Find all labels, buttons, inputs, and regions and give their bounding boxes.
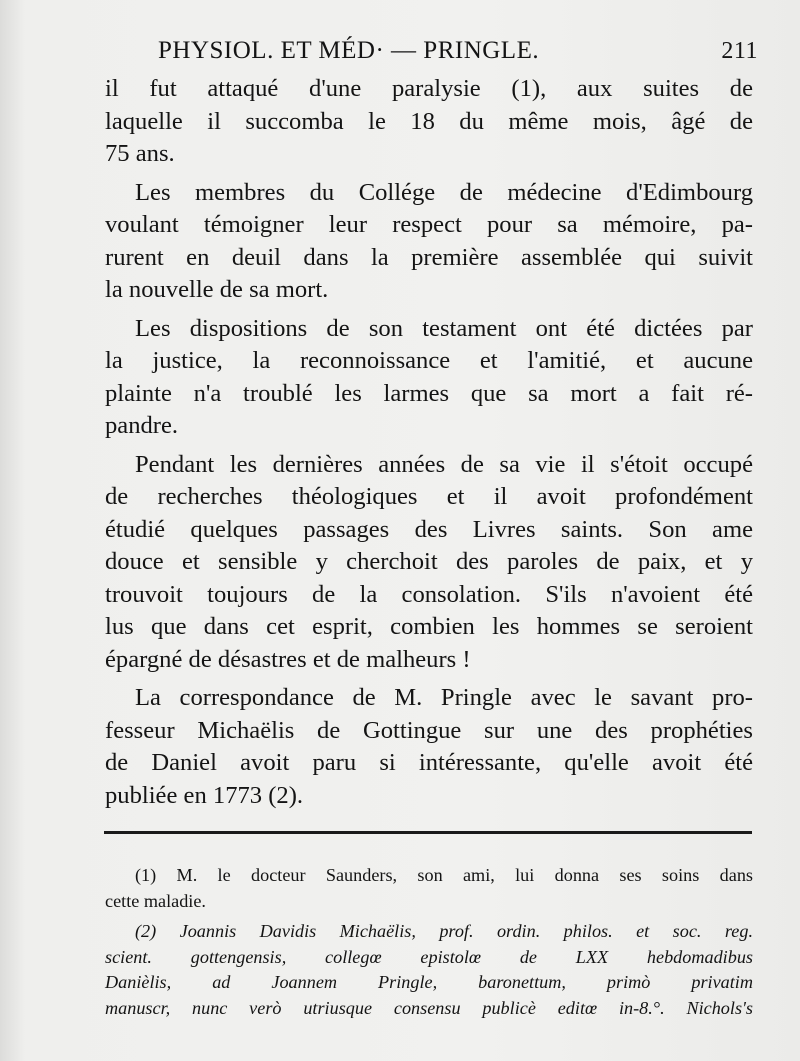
text-line: lus que dans cet esprit, combien les hommes se seroient — [105, 613, 753, 640]
text-line: il fut attaqué d'une paralysie (1), aux suites de — [105, 75, 753, 102]
footnote-line: cette maladie. — [105, 890, 206, 911]
text-line: plainte n'a troublé les larmes que sa mort a fait ré- — [105, 379, 753, 407]
text-line: la nouvelle de sa mort. — [105, 276, 329, 303]
text-line: 75 ans. — [105, 140, 175, 167]
text-line: la justice, la reconnoissance et l'amitié, et aucune — [105, 347, 753, 374]
paragraph — [105, 449, 753, 677]
text-line: laquelle il succomba le 18 du même mois, âgé de — [105, 107, 753, 135]
footnote-line: scient. gottengensis, collegœ epistolœ de LXX hebdomadibus — [105, 946, 753, 967]
paragraph — [105, 177, 753, 307]
text-line: rurent en deuil dans la première assemblée qui suivit — [105, 243, 753, 271]
main-text — [105, 73, 753, 812]
footnote-line: manuscr, nunc verò utriusque consensu publicè editœ in-8.°. Nichols's — [105, 997, 753, 1018]
text-line: pandre. — [105, 412, 179, 439]
running-title: PHYSIOL. ET MÉD· — PRINGLE. — [158, 37, 540, 64]
footnotes — [105, 863, 753, 1021]
text-line: de Daniel avoit paru si intéressante, qu'elle avoit été — [105, 749, 753, 776]
text-line: voulant témoigner leur respect pour sa mémoire, pa- — [105, 211, 753, 238]
text-line: Pendant les dernières années de sa vie il s'étoit occupé — [135, 450, 753, 478]
paragraph — [105, 73, 753, 171]
text-line: trouvoit toujours de la consolation. S'ils n'avoient été — [105, 580, 753, 608]
paragraph — [105, 682, 753, 812]
page-number: 211 — [721, 38, 758, 64]
text-line: La correspondance de M. Pringle avec le savant pro- — [135, 684, 753, 711]
text-line: douce et sensible y cherchoit des paroles de paix, et y — [105, 548, 753, 575]
text-line: fesseur Michaëlis de Gottingue sur une des prophéties — [105, 716, 753, 744]
text-line: publiée en 1773 (2). — [105, 781, 304, 809]
text-line: Les membres du Collége de médecine d'Edimbourg — [135, 178, 753, 206]
text-line: de recherches théologiques et il avoit profondément — [105, 483, 753, 510]
footnote-divider — [104, 831, 752, 834]
running-header — [158, 37, 758, 65]
footnote-line: (2) Joannis Davidis Michaëlis, prof. ordin. philos. et soc. reg. — [135, 921, 753, 941]
paragraph — [105, 313, 753, 443]
footnote-line: Danièlis, ad Joannem Pringle, baronettum, primò privatim — [105, 972, 753, 992]
text-line: épargné de désastres et de malheurs ! — [105, 645, 471, 673]
footnote — [105, 863, 753, 914]
footnote-line: (1) M. le docteur Saunders, son ami, lui donna ses soins dans — [135, 865, 753, 885]
text-line: Les dispositions de son testament ont été dictées par — [135, 314, 753, 342]
text-line: étudié quelques passages des Livres saints. Son ame — [105, 515, 753, 543]
footnote — [105, 919, 753, 1021]
